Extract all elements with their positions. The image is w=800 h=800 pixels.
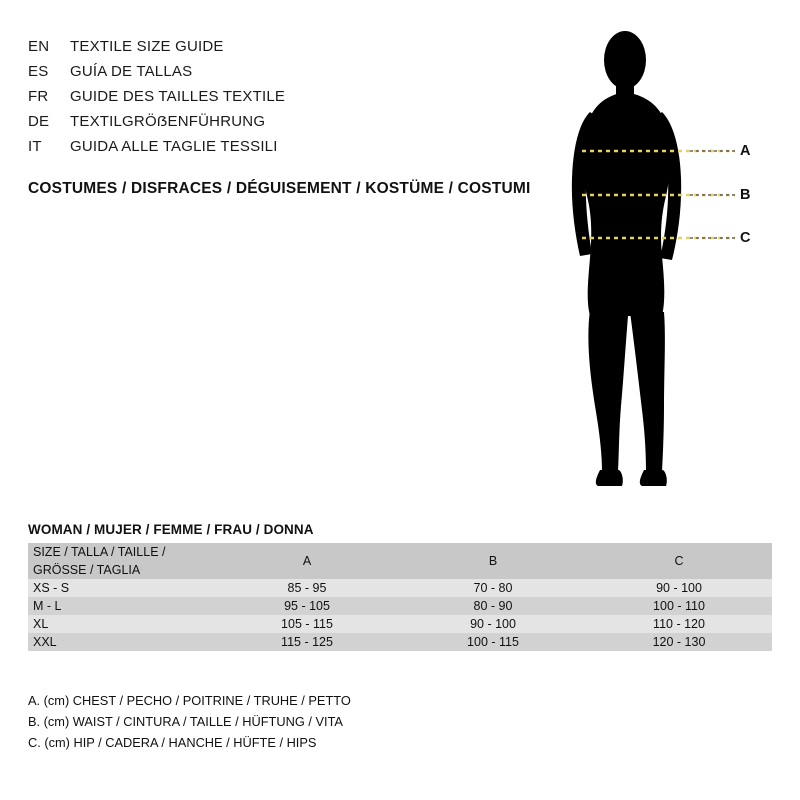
figure-head xyxy=(604,31,646,89)
language-row xyxy=(28,88,548,113)
size-table-section xyxy=(28,522,772,651)
female-body-figure xyxy=(540,20,780,490)
cell-size: XS - S xyxy=(28,579,214,597)
cell-size: M - L xyxy=(28,597,214,615)
cell-c: 110 - 120 xyxy=(586,615,772,633)
language-row xyxy=(28,138,548,163)
language-row xyxy=(28,63,548,88)
legend-row-a: A. (cm) CHEST / PECHO / POITRINE / TRUHE / PETTO xyxy=(28,693,351,708)
measure-label-b: B xyxy=(740,187,751,203)
language-text: TEXTILE SIZE GUIDE xyxy=(70,38,224,55)
table-title: WOMAN / MUJER / FEMME / FRAU / DONNA xyxy=(28,522,314,537)
figure-foot-left xyxy=(596,470,623,486)
column-header-size: SIZE / TALLA / TAILLE / GRÖSSE / TAGLIA xyxy=(28,543,214,579)
language-code: DE xyxy=(28,113,50,130)
measurement-legend xyxy=(28,690,628,753)
table-row xyxy=(28,597,772,615)
costumes-subtitle: COSTUMES / DISFRACES / DÉGUISEMENT / KOSTÜME / COSTUMI xyxy=(28,180,531,197)
cell-b: 90 - 100 xyxy=(400,615,586,633)
language-row xyxy=(28,38,548,63)
column-header-c: C xyxy=(586,543,772,579)
figure-torso xyxy=(583,92,671,316)
table-row xyxy=(28,579,772,597)
language-text: GUÍA DE TALLAS xyxy=(70,63,193,80)
language-text: GUIDE DES TAILLES TEXTILE xyxy=(70,88,286,105)
cell-size: XL xyxy=(28,615,214,633)
legend-row-b: B. (cm) WAIST / CINTURA / TAILLE / HÜFTUNG / VITA xyxy=(28,714,343,729)
cell-a: 105 - 115 xyxy=(214,615,400,633)
column-header-b: B xyxy=(400,543,586,579)
column-header-a: A xyxy=(214,543,400,579)
cell-a: 95 - 105 xyxy=(214,597,400,615)
language-text: GUIDA ALLE TAGLIE TESSILI xyxy=(70,138,278,155)
cell-b: 100 - 115 xyxy=(400,633,586,651)
cell-c: 90 - 100 xyxy=(586,579,772,597)
table-header-row xyxy=(28,543,772,579)
language-code: IT xyxy=(28,138,42,155)
language-list xyxy=(28,38,548,163)
figure-leg-right xyxy=(630,312,665,472)
table-row xyxy=(28,633,772,651)
cell-c: 120 - 130 xyxy=(586,633,772,651)
size-table xyxy=(28,543,772,651)
figure-leg-left xyxy=(588,310,628,472)
cell-c: 100 - 110 xyxy=(586,597,772,615)
language-text: TEXTILGRÖẞENFÜHRUNG xyxy=(70,113,266,130)
language-code: FR xyxy=(28,88,49,105)
cell-b: 80 - 90 xyxy=(400,597,586,615)
cell-a: 85 - 95 xyxy=(214,579,400,597)
table-row xyxy=(28,615,772,633)
cell-a: 115 - 125 xyxy=(214,633,400,651)
language-row xyxy=(28,113,548,138)
figure-foot-right xyxy=(640,470,667,486)
language-code: ES xyxy=(28,63,49,80)
language-code: EN xyxy=(28,38,50,55)
measure-label-c: C xyxy=(740,230,751,246)
cell-size: XXL xyxy=(28,633,214,651)
measure-label-a: A xyxy=(740,143,751,159)
cell-b: 70 - 80 xyxy=(400,579,586,597)
legend-row-c: C. (cm) HIP / CADERA / HANCHE / HÜFTE / HIPS xyxy=(28,735,317,750)
